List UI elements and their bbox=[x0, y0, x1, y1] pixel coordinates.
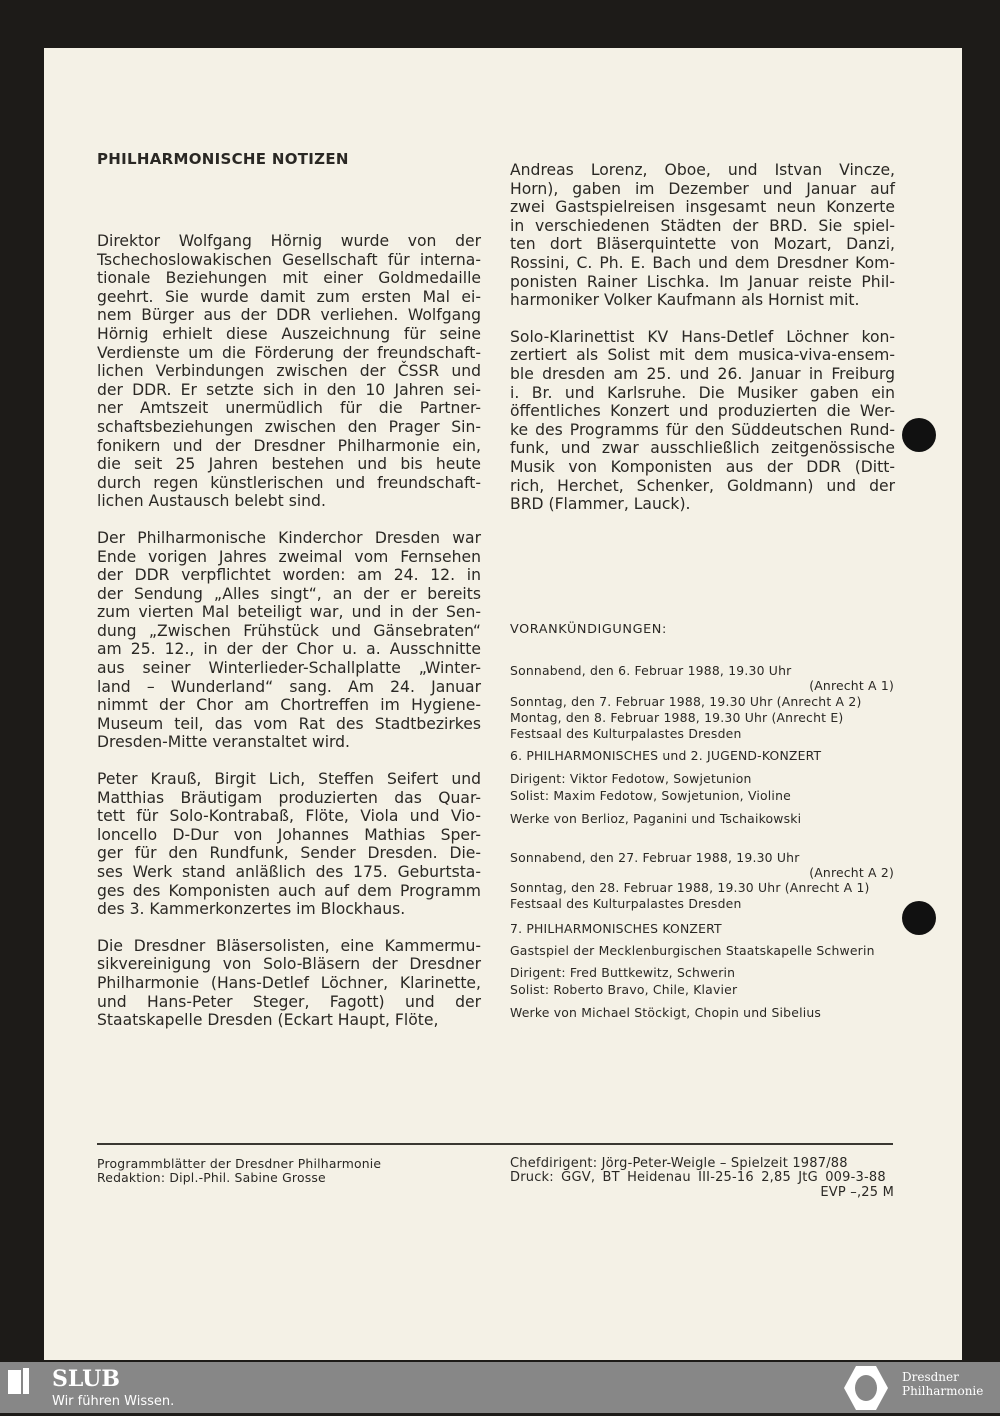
announcement-line: (Anrecht A 2) bbox=[809, 865, 894, 880]
text-line: Tschechoslowakischen Gesellschaft für interna- bbox=[97, 250, 481, 269]
announcement-line: Dirigent: Viktor Fedotow, Sowjetunion bbox=[510, 771, 752, 786]
viewer-bar bbox=[0, 1362, 1000, 1413]
page-heading: PHILHARMONISCHE NOTIZEN bbox=[97, 150, 349, 168]
announcement-line: Dirigent: Fred Buttkewitz, Schwerin bbox=[510, 965, 736, 980]
text-line: ke des Programms für den Süddeutschen Rund- bbox=[510, 420, 895, 439]
text-line: land – Wunderland“ sang. Am 24. Januar bbox=[97, 677, 481, 696]
text-line: Der Philharmonische Kinderchor Dresden war bbox=[97, 528, 481, 547]
text-line: Ende vorigen Jahres zweimal vom Fernsehen bbox=[97, 547, 481, 566]
footer-publication: Programmblätter der Dresdner Philharmonie bbox=[97, 1156, 382, 1171]
text-line: aus seiner Winterlieder-Schallplatte „Winter- bbox=[97, 659, 481, 678]
text-line: Museum teil, das vom Rat des Stadtbezirkes bbox=[97, 714, 481, 733]
text-line: tionale Beziehungen mit einer Goldmedaille bbox=[97, 269, 481, 288]
text-line: ner Amtszeit unermüdlich für die Partner- bbox=[97, 399, 481, 418]
text-line: ses Werk stand anläßlich des 175. Geburtsta- bbox=[97, 863, 481, 881]
paragraph bbox=[510, 161, 895, 310]
footer-print: Druck: GGV, BT Heidenau III-25-16 2,85 JtG 009-3-88 bbox=[510, 1170, 886, 1185]
text-line: lichen Austausch belebt sind. bbox=[97, 492, 326, 511]
text-line: und Hans-Peter Steger, Fagott) und der bbox=[97, 992, 481, 1011]
paragraph bbox=[97, 232, 481, 511]
announcement-line: Werke von Berlioz, Paganini und Tschaikowski bbox=[510, 811, 802, 826]
paragraph bbox=[97, 529, 481, 752]
text-line: fonikern und der Dresdner Philharmonie ein, bbox=[97, 436, 481, 455]
left-column bbox=[97, 222, 481, 1030]
text-line: funk, und zwar ausschließlich zeitgenössische bbox=[510, 439, 895, 458]
text-line: Solo-Klarinettist KV Hans-Detlef Löchner kon- bbox=[510, 327, 895, 346]
text-line: nimmt der Chor am Chortreffen im Hygiene- bbox=[97, 696, 481, 715]
text-line: Hörnig erhielt diese Auszeichnung für seine bbox=[97, 324, 481, 343]
announcement-line: Werke von Michael Stöckigt, Chopin und Sibelius bbox=[510, 1005, 822, 1020]
announcement-line: (Anrecht A 1) bbox=[809, 678, 894, 693]
text-line: nem Bürger aus der DDR verliehen. Wolfgang bbox=[97, 306, 481, 325]
text-line: Andreas Lorenz, Oboe, und Istvan Vincze, bbox=[510, 161, 895, 179]
text-line: der DDR. Er setzte sich in den 10 Jahren sei- bbox=[97, 380, 481, 399]
slub-tagline: Wir führen Wissen. bbox=[52, 1394, 175, 1409]
philharmonie-logo-icon bbox=[842, 1364, 890, 1412]
text-line: geehrt. Sie wurde damit zum ersten Mal ei- bbox=[97, 287, 481, 306]
text-line: ges des Komponisten auch auf dem Programm bbox=[97, 881, 481, 900]
announcement-line: Festsaal des Kulturpalastes Dresden bbox=[510, 726, 742, 741]
announcement-line: Festsaal des Kulturpalastes Dresden bbox=[510, 896, 742, 911]
text-line: Matthias Bräutigam produzierten das Quar- bbox=[97, 788, 481, 807]
text-line: öffentliches Konzert und produzierten die Wer- bbox=[510, 402, 895, 421]
partner-name-line2: Philharmonie bbox=[902, 1384, 984, 1398]
announcement-line: Sonntag, den 28. Februar 1988, 19.30 Uhr (Anrecht A 1) bbox=[510, 880, 870, 895]
text-line: Musik von Komponisten aus der DDR (Ditt- bbox=[510, 457, 895, 476]
text-line: ponisten Rainer Lischka. Im Januar reiste Phil- bbox=[510, 272, 895, 291]
text-line: Direktor Wolfgang Hörnig wurde von der bbox=[97, 232, 481, 250]
text-line: des 3. Kammerkonzertes im Blockhaus. bbox=[97, 900, 406, 919]
text-line: durch regen künstlerischen und freundschaft- bbox=[97, 473, 481, 492]
text-line: zertiert als Solist mit dem musica-viva-ensem- bbox=[510, 346, 895, 365]
text-line: Rossini, C. Ph. E. Bach und dem Dresdner Kom- bbox=[510, 253, 895, 272]
punch-hole bbox=[902, 901, 936, 935]
text-line: tett für Solo-Kontrabaß, Flöte, Viola und Vio- bbox=[97, 807, 481, 826]
text-line: in verschiedenen Städten der BRD. Sie spiel- bbox=[510, 216, 895, 235]
text-line: Dresden-Mitte veranstaltet wird. bbox=[97, 733, 351, 752]
announcement-line: Sonnabend, den 27. Februar 1988, 19.30 Uhr bbox=[510, 850, 800, 865]
text-line: der DDR verpflichtet worden: am 24. 12. in bbox=[97, 566, 481, 585]
announcement-line: 6. PHILHARMONISCHES und 2. JUGEND-KONZERT bbox=[510, 748, 822, 763]
paragraph bbox=[510, 328, 895, 514]
announcement-line: 7. PHILHARMONISCHES KONZERT bbox=[510, 921, 722, 936]
slub-logo-text[interactable]: SLUB bbox=[52, 1366, 120, 1392]
text-line: ble dresden am 25. und 26. Januar in Freiburg bbox=[510, 364, 895, 383]
announcement-line: Sonntag, den 7. Februar 1988, 19.30 Uhr (Anrecht A 2) bbox=[510, 694, 862, 709]
text-line: Verdienste um die Förderung der freundschaft- bbox=[97, 343, 481, 362]
text-line: ger für den Rundfunk, Sender Dresden. Die- bbox=[97, 844, 481, 863]
right-column bbox=[510, 151, 895, 514]
text-line: die seit 25 Jahren bestehen und bis heute bbox=[97, 455, 481, 474]
text-line: rich, Herchet, Schenker, Goldmann) und der bbox=[510, 476, 895, 495]
announcement-line: Montag, den 8. Februar 1988, 19.30 Uhr (Anrecht E) bbox=[510, 710, 844, 725]
text-line: zwei Gastspielreisen insgesamt neun Konzerte bbox=[510, 198, 895, 217]
announcement-line: Sonnabend, den 6. Februar 1988, 19.30 Uhr bbox=[510, 663, 792, 678]
announcement-line: Solist: Roberto Bravo, Chile, Klavier bbox=[510, 982, 738, 997]
text-line: ten dort Bläserquintette von Mozart, Danzi, bbox=[510, 235, 895, 254]
philharmonie-logo-text[interactable] bbox=[902, 1370, 983, 1398]
text-line: sikvereinigung von Solo-Bläsern der Dresdner bbox=[97, 955, 481, 974]
text-line: dung „Zwischen Frühstück und Gänsebraten“ bbox=[97, 621, 481, 640]
text-line: lichen Verbindungen zwischen der ČSSR und bbox=[97, 362, 481, 381]
text-line: zum vierten Mal beteiligt war, und in der Sen- bbox=[97, 603, 481, 622]
text-line: Peter Krauß, Birgit Lich, Steffen Seifert und bbox=[97, 770, 481, 789]
announcement-line: Gastspiel der Mecklenburgischen Staatskapelle Schwerin bbox=[510, 943, 875, 958]
announcement-line: Solist: Maxim Fedotow, Sowjetunion, Violine bbox=[510, 788, 791, 803]
text-line: BRD (Flammer, Lauck). bbox=[510, 495, 691, 514]
text-line: Die Dresdner Bläsersolisten, eine Kammermu- bbox=[97, 936, 481, 955]
footer-price: EVP –,25 M bbox=[820, 1185, 894, 1200]
punch-hole bbox=[902, 418, 936, 452]
paragraph bbox=[97, 770, 481, 919]
text-line: harmoniker Volker Kaufmann als Hornist mit. bbox=[510, 291, 860, 310]
text-line: i. Br. und Karlsruhe. Die Musiker gaben ein bbox=[510, 383, 895, 402]
text-line: Staatskapelle Dresden (Eckart Haupt, Flöte, bbox=[97, 1011, 439, 1030]
text-line: schaftsbeziehungen zwischen den Prager Sin- bbox=[97, 417, 481, 436]
footer-editor: Redaktion: Dipl.-Phil. Sabine Grosse bbox=[97, 1170, 326, 1185]
text-line: am 25. 12., in der der Chor u. a. Ausschnitte bbox=[97, 640, 481, 659]
partner-name-line1: Dresdner bbox=[902, 1370, 959, 1384]
paragraph bbox=[97, 937, 481, 1030]
text-line: der Sendung „Alles singt“, an der er bereits bbox=[97, 584, 481, 603]
text-line: loncello D-Dur von Johannes Mathias Sper- bbox=[97, 825, 481, 844]
text-line: Philharmonie (Hans-Detlef Löchner, Klarinette, bbox=[97, 973, 481, 992]
slub-book-icon bbox=[8, 1368, 30, 1394]
announcements-title: VORANKÜNDIGUNGEN: bbox=[510, 622, 667, 637]
text-line: Horn), gaben im Dezember und Januar auf bbox=[510, 179, 895, 198]
footer-divider bbox=[97, 1143, 893, 1145]
footer-conductor: Chefdirigent: Jörg-Peter-Weigle – Spielzeit 1987/88 bbox=[510, 1156, 848, 1171]
